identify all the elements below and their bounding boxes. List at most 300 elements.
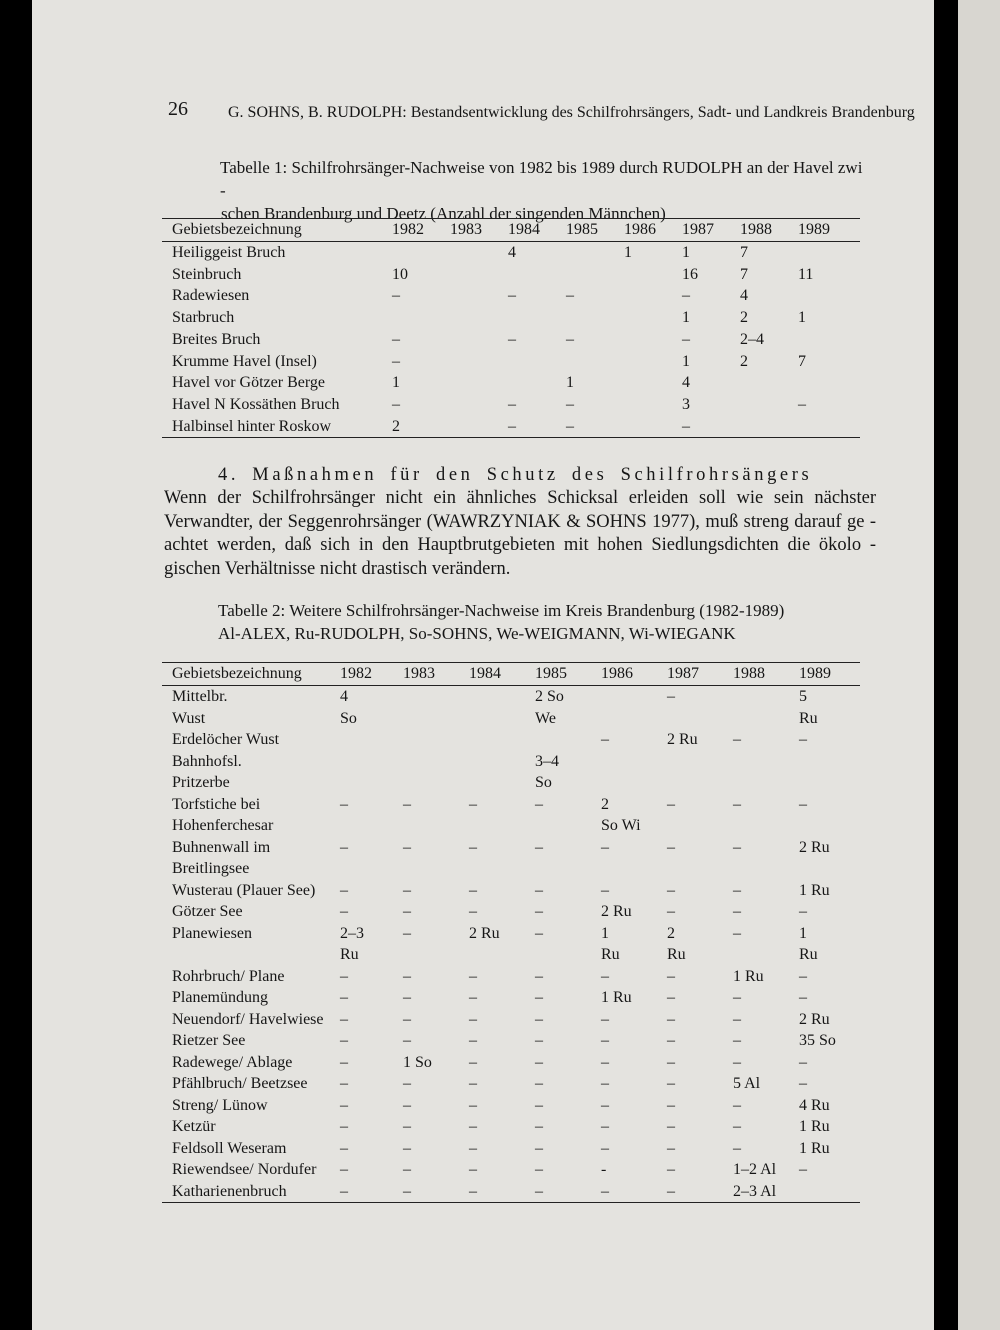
year-value-cell <box>403 708 469 730</box>
year-value-cell: – <box>469 1182 477 1200</box>
table-row <box>162 1159 860 1181</box>
year-value-cell <box>403 858 469 880</box>
area-name-cell: Ketzür <box>172 1118 216 1135</box>
area-name-cell: Halbinsel hinter Roskow <box>172 417 332 435</box>
table-row <box>162 1116 860 1138</box>
year-value-cell <box>340 815 403 837</box>
year-value-cell: – <box>403 1032 411 1049</box>
year-value-cell: 2–3 <box>340 924 364 942</box>
year-value-cell: – <box>340 1096 348 1114</box>
year-value-cell: – <box>469 1053 477 1071</box>
year-value-cell: – <box>403 1096 411 1114</box>
area-name-cell: Starbruch <box>172 309 235 327</box>
section-heading: 4. Maßnahmen für den Schutz des Schilfrohrsängers <box>218 465 813 485</box>
area-name-cell: Havel vor Götzer Berge <box>172 374 325 392</box>
next-page-edge <box>958 0 1000 1330</box>
area-name-cell: Havel N Kossäthen Bruch <box>172 395 340 413</box>
table-row <box>162 901 860 923</box>
year-value-cell: – <box>469 967 477 985</box>
area-name-cell: Neuendorf/ Havelwiese <box>172 1010 324 1028</box>
table-row <box>162 966 860 988</box>
year-value-cell: – <box>667 1139 675 1157</box>
year-value-cell: 4 <box>682 374 690 392</box>
year-value-cell: – <box>667 967 675 985</box>
year-value-cell: – <box>733 1096 741 1114</box>
year-value-cell: – <box>469 1161 477 1178</box>
table-row <box>162 686 860 708</box>
year-value-cell <box>450 329 508 351</box>
year-value-cell: – <box>667 1161 675 1178</box>
year-value-cell: So <box>340 709 357 727</box>
year-value-cell <box>733 772 799 794</box>
year-value-cell: – <box>340 1139 348 1157</box>
year-value-cell: – <box>601 1032 609 1049</box>
year-value-cell <box>392 307 450 329</box>
year-value-cell: – <box>535 967 543 985</box>
year-value-cell <box>508 351 566 373</box>
year-value-cell <box>340 858 403 880</box>
year-value-cell: – <box>733 795 741 813</box>
year-value-cell <box>799 1181 860 1203</box>
table-row <box>162 1009 860 1031</box>
year-value-cell: – <box>403 1010 411 1028</box>
table2-body <box>162 686 860 1203</box>
table1-caption-line2: schen Brandenburg und Deetz (Anzahl der singenden Männchen) <box>221 204 666 223</box>
year-value-cell <box>601 751 667 773</box>
year-value-cell <box>733 858 799 880</box>
year-value-cell: – <box>535 881 543 899</box>
table-row <box>162 1073 860 1095</box>
year-value-cell: 4 Ru <box>799 1096 830 1114</box>
year-value-cell: – <box>340 1182 348 1200</box>
year-value-cell: – <box>798 395 806 413</box>
year-value-cell: 7 <box>740 244 748 261</box>
table-row <box>162 1030 860 1052</box>
area-name-cell: Steinbruch <box>172 265 242 283</box>
table-row <box>162 987 860 1009</box>
year-value-cell: – <box>403 881 411 899</box>
year-value-cell: – <box>733 1118 741 1135</box>
year-value-cell: – <box>340 1010 348 1028</box>
year-value-cell: 2 <box>601 795 609 813</box>
year-value-cell: – <box>601 1010 609 1028</box>
year-value-cell <box>535 858 601 880</box>
area-name-cell: Riewendsee/ Nordufer <box>172 1161 317 1178</box>
year-value-cell: 1 <box>682 244 690 261</box>
table1-header-1989: 1989 <box>798 219 860 242</box>
year-value-cell: 35 So <box>799 1032 836 1049</box>
area-name-cell: Torfstiche bei <box>172 795 261 813</box>
year-value-cell: – <box>535 1053 543 1071</box>
table-row <box>162 880 860 902</box>
year-value-cell: – <box>340 838 348 856</box>
year-value-cell <box>799 858 860 880</box>
year-value-cell: - <box>601 1161 607 1178</box>
year-value-cell: 2 So <box>535 688 564 705</box>
table-row <box>162 351 860 373</box>
year-value-cell: – <box>340 1032 348 1049</box>
year-value-cell: – <box>340 1161 348 1178</box>
year-value-cell: 2 Ru <box>799 838 830 856</box>
year-value-cell: – <box>508 395 516 413</box>
year-value-cell: – <box>403 903 411 920</box>
year-value-cell <box>733 815 799 837</box>
year-value-cell: 2–4 <box>740 330 764 348</box>
year-value-cell: – <box>667 989 675 1006</box>
table-row <box>162 944 860 966</box>
area-name-cell: Rietzer See <box>172 1032 246 1049</box>
year-value-cell: – <box>392 395 400 413</box>
year-value-cell: So <box>535 774 552 791</box>
year-value-cell <box>798 416 860 438</box>
year-value-cell: 2 <box>667 924 675 942</box>
year-value-cell <box>601 772 667 794</box>
year-value-cell: – <box>469 1032 477 1049</box>
year-value-cell: – <box>340 881 348 899</box>
table2-header-1987: 1987 <box>667 663 733 686</box>
table1 <box>162 218 860 438</box>
year-value-cell: – <box>682 417 690 435</box>
year-value-cell: 1 <box>798 309 806 327</box>
year-value-cell: 1 <box>682 352 690 370</box>
year-value-cell: 2 Ru <box>799 1010 830 1028</box>
year-value-cell: 1 Ru <box>799 1118 830 1135</box>
year-value-cell <box>798 285 860 307</box>
area-name-cell: Katharienenbruch <box>172 1182 287 1200</box>
table-row <box>162 285 860 307</box>
year-value-cell: – <box>733 924 741 942</box>
year-value-cell: 7 <box>740 265 748 283</box>
year-value-cell: – <box>392 330 400 348</box>
year-value-cell: 2 <box>392 417 400 435</box>
table2-header-area: Gebietsbezeichnung <box>162 663 340 686</box>
year-value-cell <box>740 416 798 438</box>
table2-header-1984: 1984 <box>469 663 535 686</box>
area-name-cell: Planewiesen <box>172 924 252 942</box>
year-value-cell: – <box>601 1053 609 1071</box>
year-value-cell: – <box>392 287 400 305</box>
year-value-cell: – <box>535 1161 543 1178</box>
table-row <box>162 794 860 816</box>
table-row <box>162 372 860 394</box>
year-value-cell: 3–4 <box>535 752 559 770</box>
area-name-cell: Radewege/ Ablage <box>172 1053 293 1071</box>
year-value-cell: – <box>340 1075 348 1092</box>
year-value-cell: – <box>799 731 807 748</box>
year-value-cell <box>403 751 469 773</box>
table2-header-1989: 1989 <box>799 663 860 686</box>
year-value-cell <box>624 394 682 416</box>
year-value-cell: So Wi <box>601 817 641 834</box>
year-value-cell: 1 <box>624 244 632 261</box>
area-name-cell: Feldsoll Weseram <box>172 1139 287 1157</box>
year-value-cell: – <box>667 1182 675 1200</box>
area-name-cell: Buhnenwall im <box>172 838 271 856</box>
year-value-cell <box>624 372 682 394</box>
year-value-cell: – <box>535 1075 543 1092</box>
year-value-cell: – <box>403 1161 411 1178</box>
year-value-cell: – <box>733 989 741 1006</box>
year-value-cell: 1 <box>601 924 609 942</box>
area-name-cell: Hohenferchesar <box>172 817 274 834</box>
year-value-cell: – <box>469 1118 477 1135</box>
year-value-cell: – <box>566 417 574 435</box>
table2-header-1985: 1985 <box>535 663 601 686</box>
year-value-cell: – <box>535 1010 543 1028</box>
page-header <box>168 98 915 126</box>
year-value-cell: – <box>566 330 574 348</box>
year-value-cell: – <box>667 1010 675 1028</box>
table-row <box>162 923 860 945</box>
year-value-cell: 1 <box>682 309 690 327</box>
year-value-cell: 7 <box>798 352 806 370</box>
year-value-cell: Ru <box>799 946 818 963</box>
year-value-cell: – <box>469 989 477 1006</box>
year-value-cell: – <box>469 881 477 899</box>
table-row <box>162 394 860 416</box>
year-value-cell: 4 <box>340 688 348 705</box>
year-value-cell: – <box>799 1075 807 1092</box>
year-value-cell <box>508 264 566 286</box>
table2-header-row <box>162 663 860 686</box>
year-value-cell: – <box>733 1053 741 1071</box>
body-line-4: gischen Verhältnisse nicht drastisch verändern. <box>164 558 511 579</box>
year-value-cell: – <box>403 838 411 856</box>
year-value-cell: – <box>340 967 348 985</box>
year-value-cell <box>469 815 535 837</box>
table2 <box>162 662 860 1203</box>
year-value-cell <box>799 772 860 794</box>
year-value-cell: – <box>667 1032 675 1049</box>
year-value-cell <box>535 729 601 751</box>
area-name-cell: Wusterau (Plauer See) <box>172 881 316 899</box>
year-value-cell: – <box>403 1139 411 1157</box>
area-name-cell: Rohrbruch/ Plane <box>172 967 285 985</box>
table-row <box>162 708 860 730</box>
table1-caption-line1: Tabelle 1: Schilfrohrsänger-Nachweise von 1982 bis 1989 durch RUDOLPH an der Havel zwi - <box>220 158 863 200</box>
year-value-cell: 1 Ru <box>601 989 632 1006</box>
year-value-cell: – <box>601 881 609 899</box>
table2-header-1983: 1983 <box>403 663 469 686</box>
year-value-cell <box>733 708 799 730</box>
year-value-cell <box>403 686 469 708</box>
year-value-cell <box>340 751 403 773</box>
table-row <box>162 772 860 794</box>
year-value-cell: – <box>601 1096 609 1114</box>
year-value-cell <box>450 416 508 438</box>
year-value-cell: 2 <box>740 309 748 327</box>
body-line-1: Wenn der Schilfrohrsänger nicht ein ähnliches Schicksal erleiden soll wie sein nächster <box>164 488 876 508</box>
year-value-cell <box>403 772 469 794</box>
year-value-cell: – <box>667 903 675 920</box>
year-value-cell: – <box>667 795 675 813</box>
year-value-cell: – <box>403 1118 411 1135</box>
year-value-cell <box>733 944 799 966</box>
year-value-cell: 1 Ru <box>799 881 830 899</box>
year-value-cell <box>469 858 535 880</box>
year-value-cell <box>535 815 601 837</box>
year-value-cell <box>469 772 535 794</box>
year-value-cell: – <box>601 1139 609 1157</box>
year-value-cell <box>740 394 798 416</box>
year-value-cell: – <box>508 287 516 305</box>
area-name-cell: Pritzerbe <box>172 774 230 791</box>
year-value-cell <box>798 242 860 264</box>
year-value-cell <box>403 944 469 966</box>
year-value-cell: – <box>733 731 741 748</box>
year-value-cell: 1 <box>392 374 400 392</box>
year-value-cell: – <box>682 330 690 348</box>
year-value-cell: – <box>733 1010 741 1028</box>
year-value-cell: – <box>667 1075 675 1092</box>
table1-header-1983: 1983 <box>450 219 508 242</box>
year-value-cell: – <box>535 795 543 813</box>
year-value-cell: – <box>535 1032 543 1049</box>
table1-caption <box>220 156 870 225</box>
year-value-cell <box>450 351 508 373</box>
area-name-cell: Breites Bruch <box>172 330 261 348</box>
year-value-cell <box>450 372 508 394</box>
year-value-cell: 11 <box>798 265 814 283</box>
year-value-cell <box>566 351 624 373</box>
year-value-cell <box>566 264 624 286</box>
area-name-cell: Streng/ Lünow <box>172 1096 268 1114</box>
section-body <box>164 487 876 581</box>
year-value-cell <box>601 858 667 880</box>
table1-header-1985: 1985 <box>566 219 624 242</box>
table1-header-1982: 1982 <box>392 219 450 242</box>
year-value-cell <box>667 708 733 730</box>
year-value-cell <box>392 242 450 264</box>
year-value-cell <box>798 329 860 351</box>
year-value-cell: – <box>469 1075 477 1092</box>
table-row <box>162 242 860 264</box>
year-value-cell: – <box>601 967 609 985</box>
year-value-cell <box>740 372 798 394</box>
year-value-cell: – <box>535 989 543 1006</box>
year-value-cell <box>733 686 799 708</box>
year-value-cell: – <box>601 1118 609 1135</box>
year-value-cell: – <box>340 903 348 920</box>
table2-header-1982: 1982 <box>340 663 403 686</box>
body-line-3: achtet werden, daß sich in den Hauptbrutgebieten mit hohen Siedlungsdichten die ökolo - <box>164 535 876 555</box>
year-value-cell: Ru <box>340 946 359 963</box>
table-row <box>162 1095 860 1117</box>
year-value-cell: 4 <box>740 287 748 305</box>
body-line-2: Verwandter, der Seggenrohrsänger (WAWRZYNIAK & SOHNS 1977), muß streng darauf ge - <box>164 511 876 532</box>
year-value-cell <box>340 772 403 794</box>
year-value-cell <box>508 307 566 329</box>
year-value-cell: – <box>340 795 348 813</box>
year-value-cell: – <box>799 1161 807 1178</box>
table1-body <box>162 242 860 438</box>
year-value-cell: – <box>469 1139 477 1157</box>
year-value-cell: 2–3 Al <box>733 1182 777 1200</box>
year-value-cell <box>733 751 799 773</box>
year-value-cell: – <box>667 1096 675 1114</box>
year-value-cell: 1 Ru <box>799 1139 830 1157</box>
year-value-cell: – <box>601 731 609 748</box>
table-row <box>162 329 860 351</box>
year-value-cell: – <box>733 1032 741 1049</box>
year-value-cell: – <box>535 1139 543 1157</box>
year-value-cell: 2 Ru <box>469 924 500 942</box>
area-name-cell <box>162 944 340 966</box>
year-value-cell: 1 <box>799 924 807 942</box>
area-name-cell: Mittelbr. <box>172 688 228 705</box>
area-name-cell: Heiliggeist Bruch <box>172 244 286 261</box>
year-value-cell: – <box>667 881 675 899</box>
year-value-cell: 1 <box>566 374 574 392</box>
year-value-cell: – <box>733 1139 741 1157</box>
area-name-cell: Erdelöcher Wust <box>172 731 280 748</box>
year-value-cell: – <box>566 395 574 413</box>
year-value-cell <box>566 242 624 264</box>
year-value-cell <box>624 351 682 373</box>
year-value-cell <box>667 858 733 880</box>
year-value-cell: – <box>403 989 411 1006</box>
table1-header-1987: 1987 <box>682 219 740 242</box>
year-value-cell: – <box>733 838 741 856</box>
table-row <box>162 1138 860 1160</box>
table-row <box>162 858 860 880</box>
table1-header-1988: 1988 <box>740 219 798 242</box>
year-value-cell: Ru <box>799 709 818 727</box>
year-value-cell: – <box>535 1096 543 1114</box>
year-value-cell: 1–2 Al <box>733 1161 777 1178</box>
year-value-cell: – <box>469 903 477 920</box>
table1-header-area: Gebietsbezeichnung <box>162 219 392 242</box>
year-value-cell: – <box>667 838 675 856</box>
year-value-cell: – <box>799 989 807 1006</box>
year-value-cell: 4 <box>508 244 516 261</box>
table2-header-1986: 1986 <box>601 663 667 686</box>
year-value-cell <box>624 329 682 351</box>
year-value-cell: – <box>535 1182 543 1200</box>
year-value-cell <box>469 708 535 730</box>
year-value-cell: – <box>667 1118 675 1135</box>
area-name-cell: Planemündung <box>172 989 268 1006</box>
year-value-cell: – <box>403 1075 411 1092</box>
table-row <box>162 307 860 329</box>
table1-header-row <box>162 219 860 242</box>
year-value-cell: – <box>469 1096 477 1114</box>
year-value-cell <box>450 285 508 307</box>
year-value-cell: 5 Al <box>733 1075 761 1092</box>
page-number: 26 <box>168 98 188 120</box>
year-value-cell: – <box>403 795 411 813</box>
year-value-cell: – <box>403 924 411 942</box>
year-value-cell: – <box>733 903 741 920</box>
area-name-cell: Pfählbruch/ Beetzsee <box>172 1075 308 1092</box>
year-value-cell: – <box>535 838 543 856</box>
year-value-cell: Ru <box>667 946 686 963</box>
year-value-cell: – <box>682 287 690 305</box>
year-value-cell <box>450 394 508 416</box>
year-value-cell <box>469 686 535 708</box>
year-value-cell: – <box>799 795 807 813</box>
year-value-cell: – <box>403 967 411 985</box>
year-value-cell <box>601 686 667 708</box>
year-value-cell: Ru <box>601 946 620 963</box>
table2-caption <box>218 599 838 645</box>
year-value-cell: – <box>508 330 516 348</box>
area-name-cell: Radewiesen <box>172 287 250 305</box>
year-value-cell <box>450 242 508 264</box>
running-title: G. SOHNS, B. RUDOLPH: Bestandsentwicklung des Schilfrohrsängers, Sadt- und Landkreis Brandenburg <box>228 104 915 121</box>
year-value-cell <box>601 708 667 730</box>
year-value-cell: 3 <box>682 395 690 413</box>
